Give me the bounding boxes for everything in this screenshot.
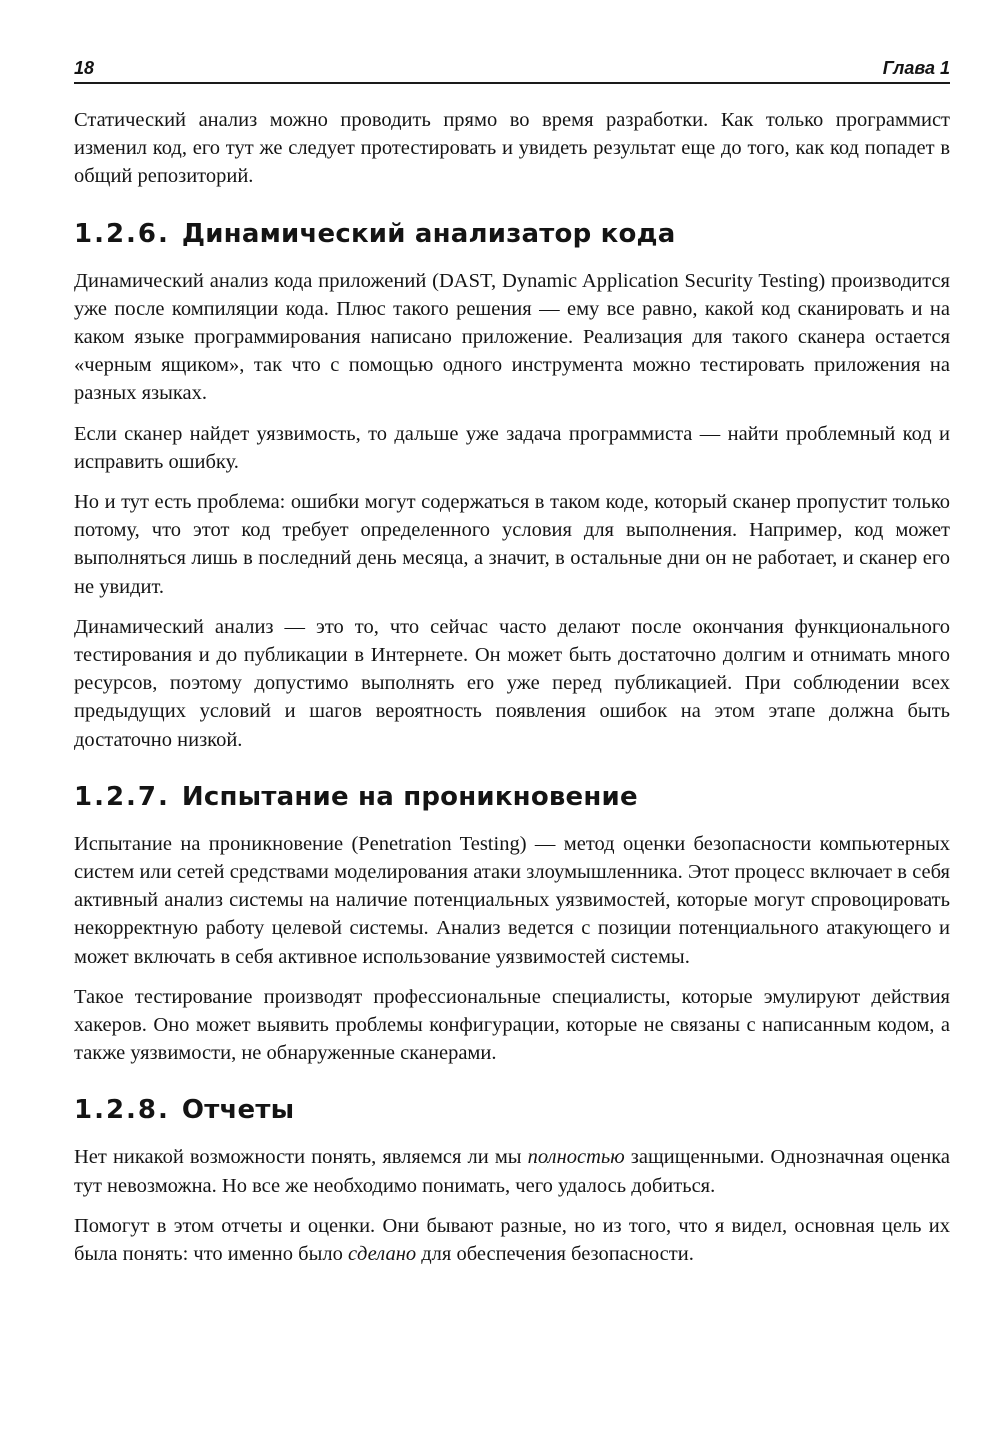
chapter-label: Глава 1 — [882, 58, 950, 78]
running-header — [74, 56, 950, 84]
section-heading-1-2-6 — [74, 217, 950, 251]
paragraph: Динамический анализ — это то, что сейчас часто делают после окончания функционального тестирования и до публикации в Интернете. Он может быть достаточно долгим и отнимать много ресурсов, поэтому допустимо выполнять его уже перед публикацией. При соблюдении всех предыдущих условий и шагов вероятность появления ошибок на этом этапе должна быть достаточно низкой. — [74, 615, 950, 751]
page-body — [74, 106, 950, 1280]
emphasis-text: полностью — [527, 1146, 625, 1169]
section-number: 1.2.6. — [74, 218, 170, 249]
paragraph: Динамический анализ кода приложений (DAST, Dynamic Application Security Testing) производится уже после компиляции кода. Плюс такого решения — ему все равно, какой код сканировать и на каком языке программирования написано приложение. Реализация для такого сканера остается «черным ящиком», так что с помощью одного инструмента можно тестировать приложения на разных языках. — [74, 269, 950, 405]
section-heading-1-2-7 — [74, 780, 950, 814]
section-heading-1-2-8 — [74, 1093, 950, 1127]
section-title: Динамический анализатор кода — [181, 218, 676, 249]
page-number: 18 — [74, 58, 95, 78]
section-number: 1.2.7. — [74, 781, 170, 812]
paragraph: Если сканер найдет уязвимость, то дальше уже задача программиста — найти проблемный код и исправить ошибку. — [74, 422, 950, 473]
section-title: Испытание на проникновение — [181, 781, 638, 812]
paragraph: Но и тут есть проблема: ошибки могут содержаться в таком коде, который сканер пропустит только потому, что этот код требует определенного условия для выполнения. Например, код может выполняться лишь в последний день месяца, а значит, в остальные дни он не работает, и сканер его не увидит. — [74, 491, 950, 598]
paragraph: Испытание на проникновение (Penetration Testing) — метод оценки безопасности компьютерных систем или сетей средствами моделирования атаки злоумышленника. Этот процесс включает в себя активный анализ системы на наличие потенциальных уязвимостей, которые могут спровоцировать некорректную работу целевой системы. Анализ ведется с позиции потенциального атакующего и может включать в себя активное использование уязвимостей системы. — [74, 832, 950, 968]
text-run: для обеспечения безопасности. — [416, 1243, 694, 1266]
text-run: Помогут в этом отчеты и оценки. Они бывают разные, но из того, что я видел, основная цель их была понять: что именно было — [74, 1214, 950, 1266]
paragraph: Такое тестирование производят профессиональные специалисты, которые эмулируют действия хакеров. Оно может выявить проблемы конфигурации, которые не связаны с написанным кодом, а также уязвимости, не обнаруженные сканерами. — [74, 985, 950, 1065]
emphasis-text: сделано — [347, 1243, 417, 1266]
section-number: 1.2.8. — [74, 1095, 170, 1126]
paragraph — [74, 1212, 950, 1268]
section-title: Отчеты — [181, 1095, 295, 1126]
paragraph — [74, 1143, 950, 1199]
intro-paragraph: Статический анализ можно проводить прямо во время разработки. Как только программист изменил код, его тут же следует протестировать и увидеть результат еще до того, как код попадет в общий репозиторий. — [74, 109, 950, 188]
text-run: Нет никакой возможности понять, являемся ли мы — [74, 1146, 528, 1169]
text-run: защищенными. Однозначная оценка тут невозможна. Но все же необходимо понимать, чего удалось добиться. — [74, 1146, 950, 1197]
